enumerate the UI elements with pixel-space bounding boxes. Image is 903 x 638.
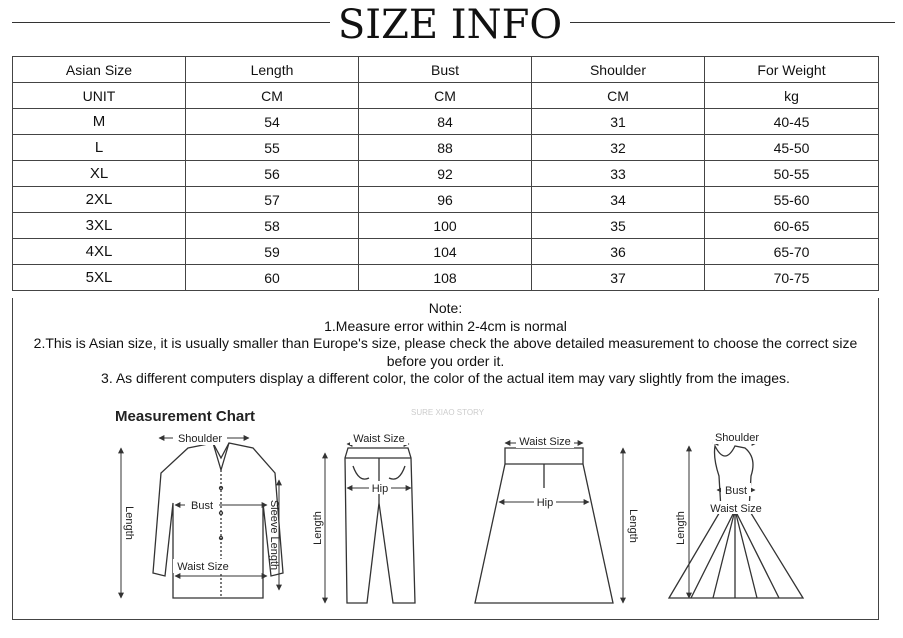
table-cell: 57 bbox=[186, 187, 359, 213]
header-rule-left bbox=[12, 22, 330, 23]
header-cell: Asian Size bbox=[13, 57, 186, 83]
note-line-2: 2.This is Asian size, it is usually smaller than Europe's size, please check the above detailed measurement to choose the correct size before you order it. bbox=[33, 335, 858, 369]
table-row bbox=[13, 265, 879, 291]
table-cell: 88 bbox=[359, 135, 532, 161]
table-cell: 70-75 bbox=[705, 265, 879, 291]
measurement-diagrams bbox=[13, 298, 878, 618]
table-cell: 100 bbox=[359, 213, 532, 239]
table-cell: L bbox=[13, 135, 186, 161]
dress-length-label: Length bbox=[675, 511, 687, 545]
table-cell: 60 bbox=[186, 265, 359, 291]
header-cell: Shoulder bbox=[532, 57, 705, 83]
skirt-measure-lines bbox=[499, 443, 623, 603]
unit-cell: CM bbox=[532, 83, 705, 109]
table-cell: 55-60 bbox=[705, 187, 879, 213]
note-heading: Note: bbox=[428, 300, 463, 316]
pants-waist-label: Waist Size bbox=[353, 433, 405, 445]
table-cell: XL bbox=[13, 161, 186, 187]
dress-measure-lines bbox=[689, 443, 757, 598]
table-cell: 56 bbox=[186, 161, 359, 187]
table-cell: 59 bbox=[186, 239, 359, 265]
header bbox=[0, 0, 903, 50]
table-cell: 104 bbox=[359, 239, 532, 265]
table-cell: 31 bbox=[532, 109, 705, 135]
table-row bbox=[13, 161, 879, 187]
note-line-3: 3. As different computers display a different color, the color of the actual item may vary slightly from the images. bbox=[101, 370, 790, 386]
shirt-measure-lines bbox=[121, 438, 279, 598]
table-cell: 34 bbox=[532, 187, 705, 213]
table-header-row bbox=[13, 57, 879, 83]
page-title: SIZE INFO bbox=[337, 2, 563, 48]
skirt-waist-label: Waist Size bbox=[519, 436, 571, 448]
table-cell: 60-65 bbox=[705, 213, 879, 239]
pants-length-label: Length bbox=[312, 511, 324, 545]
table-cell: 32 bbox=[532, 135, 705, 161]
skirt-hip-label: Hip bbox=[536, 497, 554, 509]
size-table bbox=[12, 56, 879, 291]
table-row bbox=[13, 239, 879, 265]
table-cell: 4XL bbox=[13, 239, 186, 265]
unit-cell: CM bbox=[359, 83, 532, 109]
unit-cell: kg bbox=[705, 83, 879, 109]
pants-illustration bbox=[345, 448, 415, 603]
table-cell: 3XL bbox=[13, 213, 186, 239]
table-unit-row bbox=[13, 83, 879, 109]
header-rule-right bbox=[570, 22, 895, 23]
shirt-shoulder-label: Shoulder bbox=[177, 433, 223, 445]
table-cell: 58 bbox=[186, 213, 359, 239]
shirt-illustration bbox=[153, 443, 283, 598]
shirt-length-label: Length bbox=[123, 506, 135, 540]
shirt-sleeve-label: Sleeve Length bbox=[268, 499, 280, 571]
watermark-text: SURE XIAO STORY bbox=[411, 408, 485, 417]
notes-panel bbox=[12, 298, 879, 620]
unit-cell: CM bbox=[186, 83, 359, 109]
unit-cell: UNIT bbox=[13, 83, 186, 109]
table-row bbox=[13, 135, 879, 161]
table-cell: 92 bbox=[359, 161, 532, 187]
table-row bbox=[13, 187, 879, 213]
table-row bbox=[13, 213, 879, 239]
shirt-bust-label: Bust bbox=[190, 500, 214, 512]
pants-hip-label: Hip bbox=[371, 483, 389, 495]
skirt-illustration bbox=[475, 448, 613, 603]
header-cell: Bust bbox=[359, 57, 532, 83]
header-cell: For Weight bbox=[705, 57, 879, 83]
dress-bust-label: Bust bbox=[724, 485, 748, 497]
table-cell: 5XL bbox=[13, 265, 186, 291]
note-line-1: 1.Measure error within 2-4cm is normal bbox=[324, 317, 567, 334]
dress-waist-label: Waist Size bbox=[710, 503, 762, 515]
table-cell: 37 bbox=[532, 265, 705, 291]
table-cell: M bbox=[13, 109, 186, 135]
table-cell: 40-45 bbox=[705, 109, 879, 135]
table-cell: 36 bbox=[532, 239, 705, 265]
measurement-chart-title: Measurement Chart bbox=[115, 408, 256, 425]
shirt-waist-label: Waist Size bbox=[177, 561, 229, 573]
dress-shoulder-label: Shoulder bbox=[714, 432, 760, 444]
table-cell: 84 bbox=[359, 109, 532, 135]
table-row bbox=[13, 109, 879, 135]
skirt-labels bbox=[516, 435, 639, 543]
table-cell: 50-55 bbox=[705, 161, 879, 187]
header-cell: Length bbox=[186, 57, 359, 83]
table-cell: 45-50 bbox=[705, 135, 879, 161]
table-cell: 54 bbox=[186, 109, 359, 135]
table-cell: 96 bbox=[359, 187, 532, 213]
table-cell: 55 bbox=[186, 135, 359, 161]
table-cell: 2XL bbox=[13, 187, 186, 213]
table-cell: 65-70 bbox=[705, 239, 879, 265]
skirt-length-label: Length bbox=[627, 509, 639, 543]
table-cell: 108 bbox=[359, 265, 532, 291]
table-cell: 35 bbox=[532, 213, 705, 239]
pants-measure-lines bbox=[325, 444, 411, 603]
table-cell: 33 bbox=[532, 161, 705, 187]
